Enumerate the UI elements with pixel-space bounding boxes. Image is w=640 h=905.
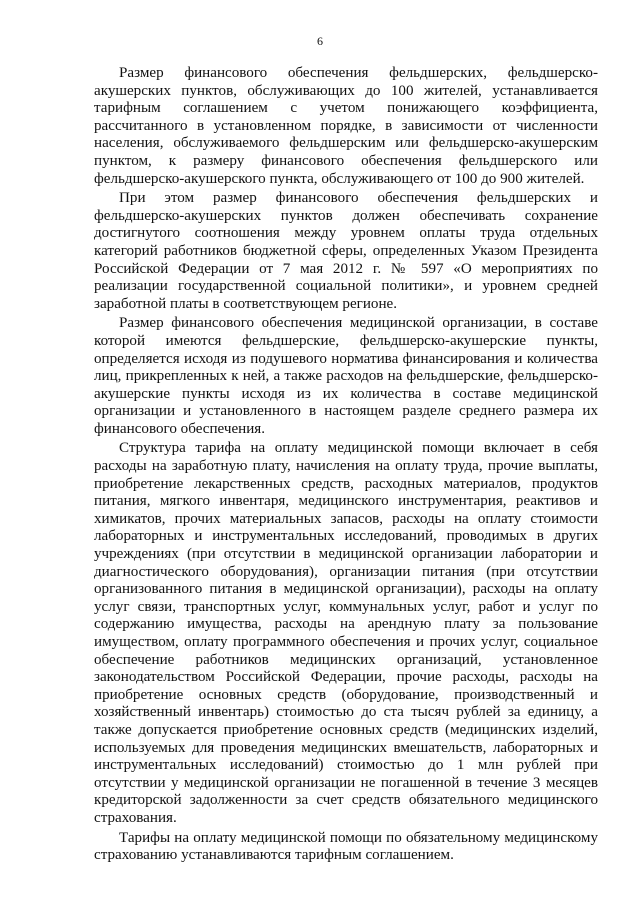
paragraph-wage-ratio: При этом размер финансового обеспечения фельдшерских и фельдшерско-акушерских пунктов должен обеспечивать сохранение достигнутого соотношения между уровнем оплаты труда отдельных категорий работников бюджетной сферы, определенных Указом Президента Российской Федерации от 7 мая 2012 г. № 597 «О мероприятиях по реализации государственной социальной политики», и уровнем средней заработной платы в соответствующем регионе. bbox=[94, 190, 598, 312]
paragraph-organization-funding: Размер финансового обеспечения медицинской организации, в составе которой имеются фельдшерские, фельдшерско-акушерские пункты, определяется исходя из подушевого норматива финансирования и количества лиц, прикрепленных к ней, а также расходов на фельдшерские, фельдшерско-акушерские пункты исходя из их количества в составе медицинской организации и установленного в настоящем разделе среднего размера их финансового обеспечения. bbox=[94, 315, 598, 437]
paragraph-tariff-structure: Структура тарифа на оплату медицинской помощи включает в себя расходы на заработную плату, начисления на оплату труда, прочие выплаты, приобретение лекарственных средств, расходных материалов, продуктов питания, мягкого инвентаря, медицинского инструментария, реактивов и химикатов, прочих материальных запасов, расходы на оплату стоимости лабораторных и инструментальных исследований, проводимых в других учреждениях (при отсутствии в медицинской организации лаборатории и диагностического оборудования), организации питания (при отсутствии организованного питания в медицинской организации), расходы на оплату услуг связи, транспортных услуг, коммунальных услуг, работ и услуг по содержанию имущества, расходы на арендную плату за пользование имуществом, оплату программного обеспечения и прочих услуг, социальное обеспечение работников медицинских организаций, установленное законодательством Российской Федерации, прочие расходы, расходы на приобретение основных средств (оборудование, производственный и хозяйственный инвентарь) стоимостью до ста тысяч рублей за единицу, а также допускается приобретение основных средств (медицинских изделий, используемых для проведения медицинских вмешательств, лабораторных и инструментальных исследований) стоимостью до 1 млн рублей при отсутствии у медицинской организации не погашенной в течение 3 месяцев кредиторской задолженности за счет средств обязательного медицинского страхования. bbox=[94, 440, 598, 826]
paragraph-fap-small-funding: Размер финансового обеспечения фельдшерских, фельдшерско-акушерских пунктов, обслуживающих до 100 жителей, устанавливается тарифным соглашением с учетом понижающего коэффициента, рассчитанного в установленном порядке, в зависимости от численности населения, обслуживаемого фельдшерским или фельдшерско-акушерским пунктом, к размеру финансового обеспечения фельдшерского или фельдшерско-акушерского пункта, обслуживающего от 100 до 900 жителей. bbox=[94, 65, 598, 187]
page-number: 6 bbox=[317, 34, 323, 48]
document-body bbox=[94, 65, 598, 867]
paragraph-tariff-agreement: Тарифы на оплату медицинской помощи по обязательному медицинскому страхованию устанавливаются тарифным соглашением. bbox=[94, 829, 598, 864]
